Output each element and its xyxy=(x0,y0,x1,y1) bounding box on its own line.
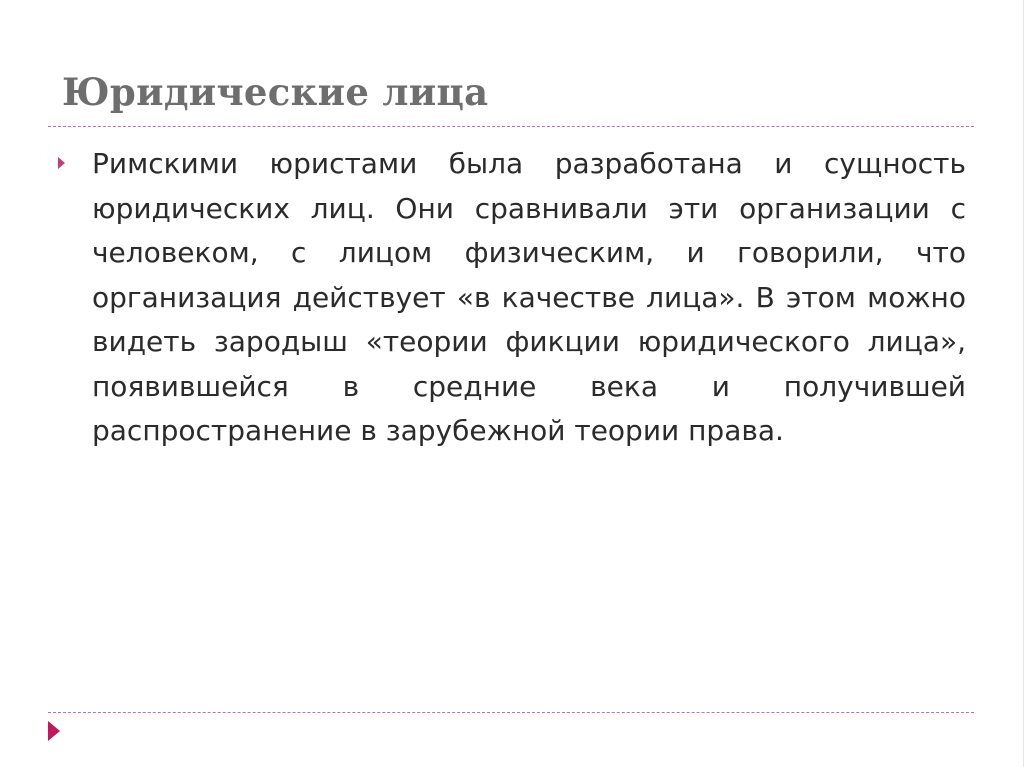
slide-title: Юридические лица xyxy=(62,70,489,114)
bullet-triangle-icon xyxy=(58,157,65,169)
bullet-text: Римскими юристами была разработана и сущность юридических лиц. Они сравнивали эти организации с человеком, с лицом физическим, и говорили, что организация действует «в качестве лица». В этом можно видеть зародыш «теории фикции юридического лица», появившейся в средние века и получившей распространение в зарубежной теории права. xyxy=(92,147,966,447)
corner-triangle-icon xyxy=(48,721,60,741)
title-divider xyxy=(48,126,974,127)
footer-divider xyxy=(48,712,974,713)
bullet-item xyxy=(58,142,966,454)
